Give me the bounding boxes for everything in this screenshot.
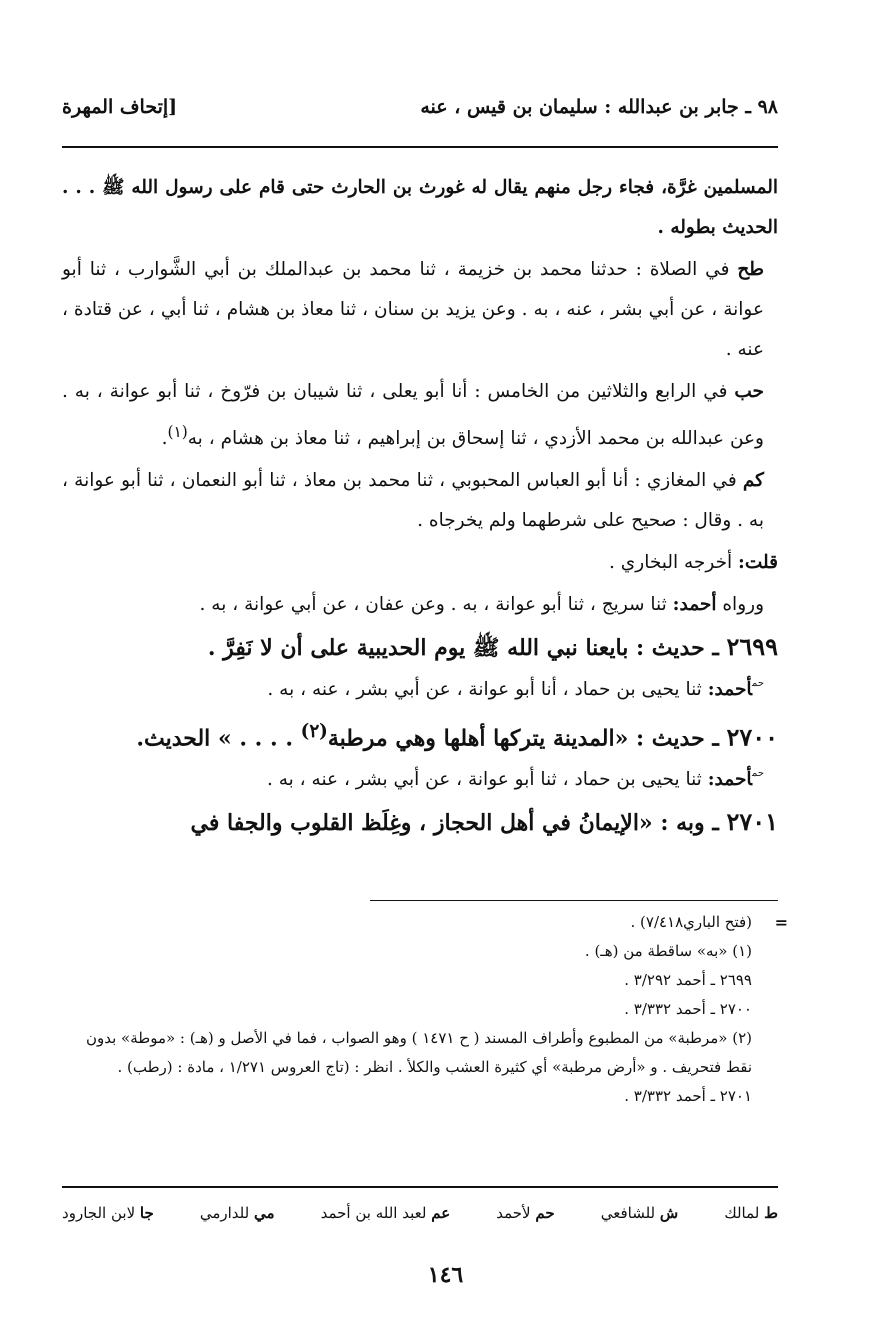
paragraph-hakim xyxy=(62,461,778,541)
comment-tag: قلت: xyxy=(738,552,778,574)
paragraph-text: ورواه xyxy=(716,594,764,616)
legend-value: لمالك xyxy=(724,1204,760,1222)
hadith-number: ٢٧٠٠ xyxy=(726,722,778,752)
paragraph-end: . xyxy=(161,428,168,450)
footnote-ref: (٢) xyxy=(300,721,328,743)
hadith-number: ٢٦٩٩ xyxy=(726,632,778,662)
footnote-text: (فتح الباري٧/٤١٨) . xyxy=(630,913,752,931)
paragraph-tahawi xyxy=(62,250,778,370)
legend-value: لأحمد xyxy=(496,1204,531,1222)
main-text xyxy=(62,168,778,845)
legend-item xyxy=(62,1204,154,1222)
legend-value: لعبد الله بن أحمد xyxy=(320,1204,427,1222)
paragraph-text: في الرابع والثلاثين من الخامس : أنا أبو يعلى ، ثنا شيبان بن فرّوخ ، ثنا أبو عوانة ، به . وعن عبدالله بن محمد الأزدي ، ثنا إسحاق بن إبراهيم ، ثنا معاذ بن هشام ، به xyxy=(62,381,764,450)
footnote-ref: (١) xyxy=(167,423,188,441)
source-tag: أحمد: xyxy=(672,594,717,616)
book-title: [إتحاف المهرة xyxy=(62,96,178,118)
paragraph-ibn-hibban xyxy=(62,372,778,459)
legend-value: لابن الجارود xyxy=(62,1204,136,1222)
legend-value: للدارمي xyxy=(199,1204,250,1222)
running-header xyxy=(62,96,778,130)
paragraph-text: في الصلاة : حدثنا محمد بن خزيمة ، ثنا محمد بن عبدالملك بن أبي الشَّوارب ، ثنا أبو عوانة ، عن أبي بشر ، عنه ، به . وعن يزيد بن سنان ، ثنا معاذ بن هشام ، ثنا أبي ، عن قتادة ، عنه . xyxy=(62,259,764,360)
source-tag: أحمد: xyxy=(707,769,753,791)
legend-item xyxy=(601,1204,679,1222)
legend-item xyxy=(200,1204,275,1222)
legend-key: مي xyxy=(253,1204,275,1222)
legend-key: عم xyxy=(431,1204,451,1222)
legend-key: حم xyxy=(535,1204,555,1222)
hadith-heading xyxy=(62,802,778,843)
legend-rule xyxy=(62,1186,778,1188)
legend-item xyxy=(321,1204,451,1222)
hadith-isnad xyxy=(62,670,778,710)
paragraph-comment xyxy=(62,543,778,583)
hadith-number: ٢٧٠١ xyxy=(726,807,778,837)
hadith-text: ـ حديث : «المدينة يتركها أهلها وهي مرطبة xyxy=(327,725,727,752)
margin-mark: حم xyxy=(752,768,764,780)
header-rule xyxy=(62,146,778,148)
reference-2700: ٢٧٠٠ ـ أحمد ٣/٣٣٢ . xyxy=(624,1000,752,1018)
reference-2699: ٢٦٩٩ ـ أحمد ٣/٢٩٢ . xyxy=(624,971,752,989)
continuation-mark: = xyxy=(774,913,788,932)
margin-mark: حم xyxy=(752,678,764,690)
source-tag: كم xyxy=(742,470,764,492)
footnote-2: (٢) «مرطبة» من المطبوع وأطراف المسند ( ح ١٤٧١ ) وهو الصواب ، فما في الأصل و (هـ) : «موطة» بدون نقط فتحريف . و «أرض مرطبة» أي كثيرة العشب والكلأ . انظر : (تاج العروس ١/٢٧١ ، مادة : (رطب) . xyxy=(85,1029,752,1076)
source-tag: أحمد: xyxy=(707,679,753,701)
hadith-isnad xyxy=(62,760,778,800)
paragraph-text: في المغازي : أنا أبو العباس المحبوبي ، ثنا محمد بن معاذ ، ثنا أبو النعمان ، ثنا أبو عوانة ، به . وقال : صحيح على شرطهما ولم يخرجاه . xyxy=(62,470,764,532)
footnote-1: (١) «به» ساقطة من (هـ) . xyxy=(584,942,752,960)
legend-item xyxy=(724,1204,778,1222)
chapter-title: ٩٨ ـ جابر بن عبدالله : سليمان بن قيس ، عنه xyxy=(420,96,778,118)
paragraph-text: ثنا سريج ، ثنا أبو عوانة ، به . وعن عفان ، عن أبي عوانة ، به . xyxy=(199,594,673,616)
legend-key: ط xyxy=(764,1204,778,1222)
isnad-text: ثنا يحيى بن حماد ، أنا أبو عوانة ، عن أبي بشر ، عنه ، به . xyxy=(267,679,708,701)
footnote-separator xyxy=(370,900,778,901)
footnote-continuation xyxy=(62,908,788,937)
source-tag: طح xyxy=(737,259,764,280)
isnad-text: ثنا يحيى بن حماد ، ثنا أبو عوانة ، عن أبي بشر ، عنه ، به . xyxy=(266,769,708,791)
legend-key: جا xyxy=(139,1204,154,1222)
page-number: ١٤٦ xyxy=(427,1262,464,1288)
hadith-text-end: . . . . » الحديث. xyxy=(136,725,301,752)
footnotes xyxy=(62,908,788,1111)
paragraph-ahmad xyxy=(62,585,778,625)
legend-value: للشافعي xyxy=(600,1204,656,1222)
hadith-text: ـ حديث : بايعنا نبي الله ﷺ يوم الحديبية على أن لا نَفِرَّ . xyxy=(207,635,727,662)
paragraph-continuation: المسلمين غرَّة، فجاء رجل منهم يقال له غورث بن الحارث حتى قام على رسول الله ﷺ . . . الحديث بطوله . xyxy=(62,177,778,238)
legend-item xyxy=(496,1204,554,1222)
hadith-text: ـ وبه : «الإيمانُ في أهل الحجاز ، وغِلَظ القلوب والجفا في xyxy=(190,810,727,837)
abbreviation-legend xyxy=(62,1204,778,1222)
hadith-heading xyxy=(62,712,778,758)
source-tag: حب xyxy=(734,381,764,402)
reference-2701: ٢٧٠١ ـ أحمد ٣/٣٣٢ . xyxy=(624,1087,752,1105)
paragraph-text: أخرجه البخاري . xyxy=(609,552,739,574)
hadith-heading xyxy=(62,627,778,668)
legend-key: ش xyxy=(659,1204,679,1222)
